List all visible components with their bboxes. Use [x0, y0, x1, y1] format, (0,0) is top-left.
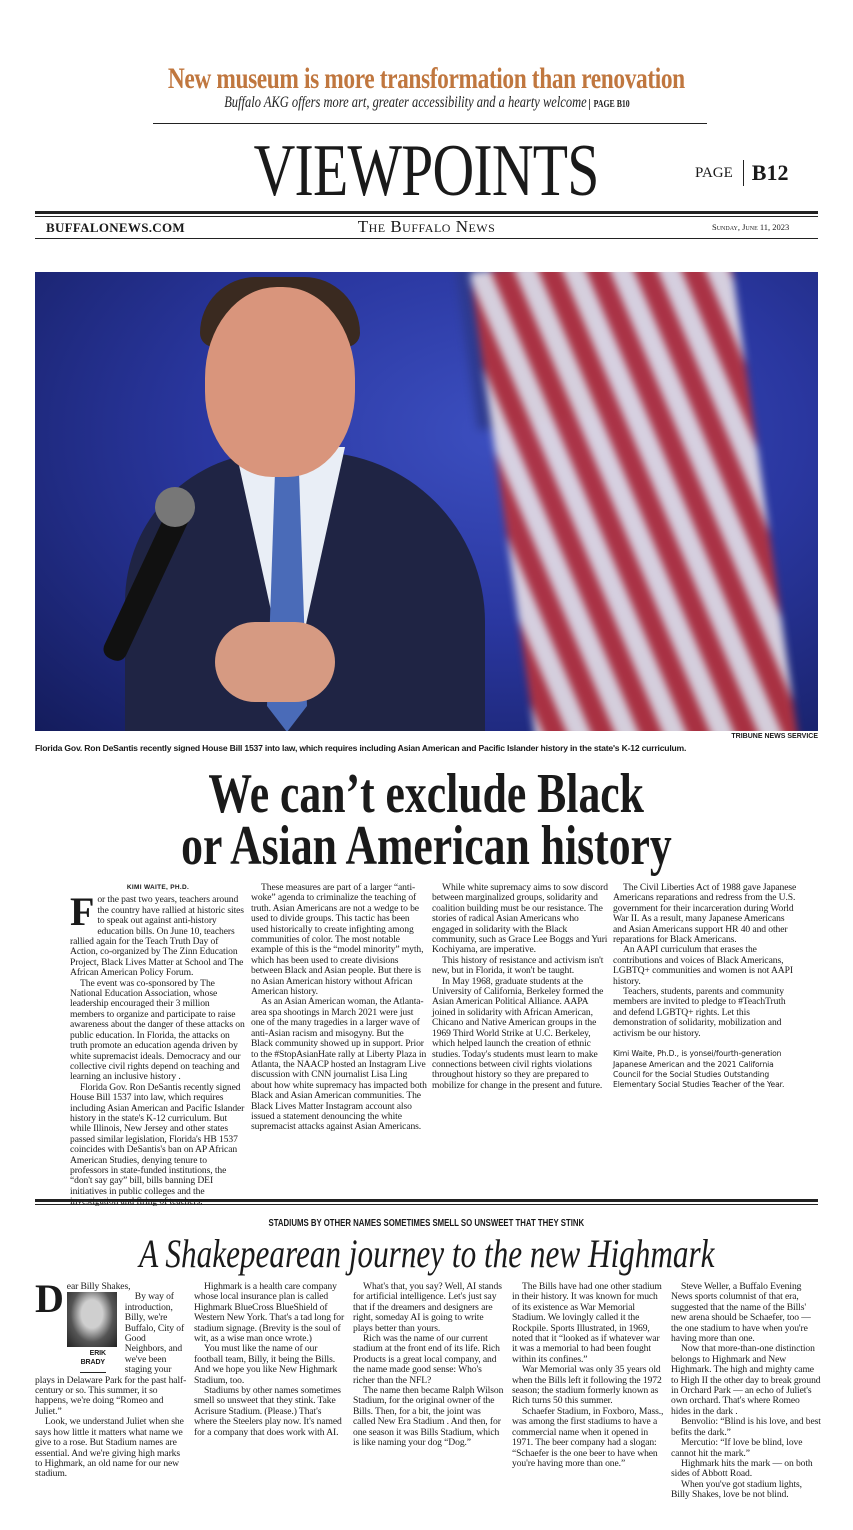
- column-2-4: [512, 1282, 664, 1469]
- paragraph: Teachers, students, parents and community members are invited to pledge to #TeachTruth and defend LGBTQ+ rights. Let this demonstration of solidarity, mobilization and activism be our history.: [613, 986, 786, 1039]
- paragraph: Highmark is a health care company whose local insurance plan is called Highmark BlueCross BlueShield of Western New York. That's a tad long for stadium signage. (Brevity is the soul of wit, as a wise man once wrote.): [194, 1281, 345, 1345]
- photo-caption: Florida Gov. Ron DeSantis recently signed House Bill 1537 into law, which requires including Asian American and Pacific Islander history in the state's K-12 curriculum.: [35, 743, 687, 753]
- column-2-2: [194, 1282, 346, 1438]
- article-headline-2[interactable]: [0, 1230, 853, 1277]
- paragraph: Rich was the name of our current stadium at the front end of its life. Rich Products is a great local company, and the name made good sense: Who's richer than the NFL?: [353, 1333, 500, 1386]
- issue-date: Sunday, June 11, 2023: [712, 222, 790, 232]
- author-name: ERIK BRADY: [80, 1350, 106, 1366]
- lead-photo: [35, 272, 818, 731]
- paragraph: In May 1968, graduate students at the University of California, Berkeley formed the Asian American Political Alliance. AAPA joined in solidarity with African American, Chicano and Native American groups in the 1969 Third World Strike at U.C. Berkeley, which helped launch the creation of ethnic studies. Today's students must learn to make connections between civil rights violations throughout history so they are prepared to mobilize for change in the present and future.: [432, 975, 604, 1091]
- paragraph: While white supremacy aims to sow discord between marginalized groups, solidarity and coalition building must be our resistance. The stories of radical Asian Americans who engaged in solidarity with the Black community, such as Grace Lee Boggs and Yuri Kochiyama, are imperative.: [432, 882, 608, 956]
- divider: [153, 123, 707, 124]
- article-column-3: [432, 883, 608, 1091]
- speaker-hand: [215, 622, 335, 702]
- paragraph: Now that more-than-one distinction belongs to Highmark and New Highmark. The high and mighty came to High II the other day to break ground in Orchard Park — an echo of Juliet's own orchard. That's where Romeo hides in the dark .: [671, 1343, 821, 1417]
- page-label-text: PAGE: [695, 164, 733, 181]
- paragraph: Benvolio: “Blind is his love, and best befits the dark.”: [671, 1416, 821, 1438]
- column-2-1: [35, 1276, 187, 1480]
- paragraph: As an Asian American woman, the Atlanta-area spa shootings in March 2021 were just one of the many tragedies in a larger wave of anti-Asian racism and misogyny. But the Black community showed up in support. Prior to the #StopAsianHate rally at Liberty Plaza in Atlanta, the NAACP hosted an Instagram Live discussion with CNN journalist Lisa Ling about how white supremacy has impacted both Black and Asian American communities. The Black Lives Matter Instagram account also issued a statement denouncing the white supremacist attacks against Asian Americans.: [251, 996, 427, 1133]
- article-column-2: [251, 883, 427, 1173]
- promo-page-ref[interactable]: PAGE B10: [589, 99, 630, 110]
- divider: [35, 238, 818, 239]
- paragraph-text: or the past two years, teachers around the country have rallied at historic sites to speak out against anti-history education bills. On June 10, teachers rallied again for the Teach Truth Day of Action, co-organized by The Zinn Education Project, Black Lives Matter at School and The African American Policy Forum.: [70, 894, 244, 979]
- paragraph: An AAPI curriculum that erases the contributions and voices of Black Americans, LGBTQ+ communities and women is not AAPI history.: [613, 944, 793, 987]
- headline-2-text[interactable]: A Shakepearean journey to the new Highmark: [138, 1231, 715, 1276]
- column-2-3: [353, 1282, 505, 1449]
- speaker-head: [205, 287, 355, 477]
- site-link[interactable]: BUFFALONEWS.COM: [46, 220, 185, 235]
- article-headline[interactable]: [0, 763, 853, 877]
- paragraph: These measures are part of a larger “anti-woke” agenda to criminalize the teaching of truth. Asian Americans are not a wedge to be used to divide groups. This tactic has been used historically to create infighting among communities of color. The most notable example of this is the “model minority” myth, which has been used to create divisions between Black and Asian people. But there is no Asian American history without African American history.: [251, 883, 424, 998]
- byline: KIMI WAITE, PH.D.: [126, 884, 190, 891]
- paragraph: Highmark hits the mark — on both sides of Abbott Road.: [671, 1457, 813, 1480]
- promo-subtitle: [0, 94, 853, 112]
- promo-headline[interactable]: [0, 62, 853, 96]
- paragraph: Schaefer Stadium, in Foxboro, Mass., was among the first stadiums to have a commercial name when it opened in 1971. The beer company had a slogan: “Schaefer is the one beer to have when you're having more than one.”: [512, 1405, 664, 1469]
- page-number: B12: [743, 160, 789, 186]
- paragraph: The Civil Liberties Act of 1988 gave Japanese Americans reparations and redress from the U.S. government for their incarceration during World War II. As a result, many Japanese Americans and Asian Americans support HR 40 and other reparations for Black Americans.: [613, 882, 797, 946]
- paragraph: The name then became Ralph Wilson Stadium, for the original owner of the Bills. Then, for a bit, the joint was called New Era Stadium . And then, for one season it was Bills Stadium, which is like naming your dog “Dog.”: [353, 1385, 504, 1449]
- photo-credit: TRIBUNE NEWS SERVICE: [731, 733, 818, 740]
- kicker-text: STADIUMS BY OTHER NAMES SOMETIMES SMELL SO UNSWEET THAT THEY STINK: [268, 1218, 585, 1229]
- drop-cap: F: [70, 889, 95, 935]
- paragraph: Florida Gov. Ron DeSantis recently signed House Bill 1537 into law, which requires including Asian American and Pacific Islander history in the state's K-12 curriculum. But while Illinois, New Jersey and other states passed similar legislation, Florida's HB 1537 coincides with DeSantis's ban on AP African American Studies, denying tenure to professors in state-funded institutions, the “don't say gay” bill, bills banning DEI initiatives in public colleges and the investigation and firing of teachers.: [70, 1081, 245, 1208]
- microphone-head: [155, 487, 195, 527]
- promo-subtitle-text: Buffalo AKG offers more art, greater accessibility and a hearty welcome: [223, 94, 587, 111]
- paragraph: When you've got stadium lights, Billy Shakes, love be not blind.: [671, 1478, 802, 1501]
- paragraph: You must like the name of our football team, Billy, it being the Bills. And we hope you like New Highmark Stadium, too.: [194, 1343, 338, 1386]
- paragraph: War Memorial was only 35 years old when the Bills left it following the 1972 season; the stadium formerly known as Rich turns 50 this summer.: [512, 1364, 662, 1407]
- author-mugshot: [67, 1292, 119, 1373]
- author-bio: Kimi Waite, Ph.D., is yonsei/fourth-generation Japanese American and the 2021 California Council for the Social Studies Outstanding Elementary Social Studies Teacher of the Year.: [613, 1049, 785, 1090]
- page-label: [695, 160, 788, 186]
- divider: [80, 1372, 106, 1373]
- divider: [35, 211, 818, 214]
- column-2-5: [671, 1282, 821, 1501]
- headline-line-1[interactable]: We can’t exclude Black: [208, 763, 645, 825]
- paragraph-text: ear Billy Shakes,: [66, 1281, 131, 1292]
- newspaper-name: The Buffalo News: [357, 217, 496, 236]
- paragraph: What's that, you say? Well, AI stands for artificial intelligence. Let's just say that if the dreamers and designers are right, someday AI is going to write plays better than yours.: [353, 1281, 502, 1334]
- paragraph: Mercutio: “If love be blind, love cannot hit the mark.”: [671, 1437, 803, 1459]
- paragraph: Look, we understand Juliet when she says how little it matters what name we give to a rose. But Stadium names are essential. And we're giving high marks to Highmark, an old name for our new stadium.: [35, 1416, 184, 1480]
- paragraph: [70, 889, 246, 979]
- drop-cap: D: [35, 1276, 64, 1321]
- article-kicker: [0, 1218, 853, 1229]
- paragraph: Stadiums by other names sometimes smell so unsweet that they stink. Take Acrisure Stadium. (Please.) That's where the Steelers play now. It's named for a company that does work with AI.: [194, 1385, 342, 1438]
- promo-headline-text[interactable]: New museum is more transformation than renovation: [168, 62, 685, 95]
- paragraph-text: By way of introduction, Billy, we're Buffalo, City of Good Neighbors, and we've been staging your plays in Delaware Park for the past half-century or so. This summer, it so happens, we're doing “Romeo and Juliet.”: [35, 1291, 187, 1417]
- paragraph: This history of resistance and activism isn't new, but in Florida, it won't be taught.: [432, 954, 604, 977]
- headline-line-2[interactable]: or Asian American history: [181, 815, 672, 877]
- paragraph: Steve Weller, a Buffalo Evening News sports columnist of that era, suggested that the name of the Bills' new arena should be Schaefer, too — the one stadium to have when you're having more than one.: [671, 1281, 811, 1345]
- american-flag: [470, 272, 800, 731]
- article-column-1: [70, 883, 246, 1208]
- divider: [35, 1204, 818, 1205]
- divider: [35, 1199, 818, 1202]
- paragraph: The event was co-sponsored by The National Education Association, whose leadership encouraged their 3 million members to organize and participate to raise awareness about the danger of these attacks on public education. In Florida, the attacks on truth promote an education agenda driven by white supremacist ideals. Democracy and our collective civil rights depend on teaching and learning an inclusive history .: [70, 977, 245, 1083]
- paragraph: The Bills have had one other stadium in their history. It was known for much of its existence as War Memorial Stadium. We lovingly called it the Rockpile. Sports Illustrated, in 1969, noted that it “looked as if whatever war it was a memorial to had been fought within its confines.”: [512, 1281, 662, 1365]
- author-photo: [67, 1292, 117, 1347]
- article-column-4: [613, 883, 798, 1091]
- section-title-text: VIEWPOINTS: [254, 130, 599, 212]
